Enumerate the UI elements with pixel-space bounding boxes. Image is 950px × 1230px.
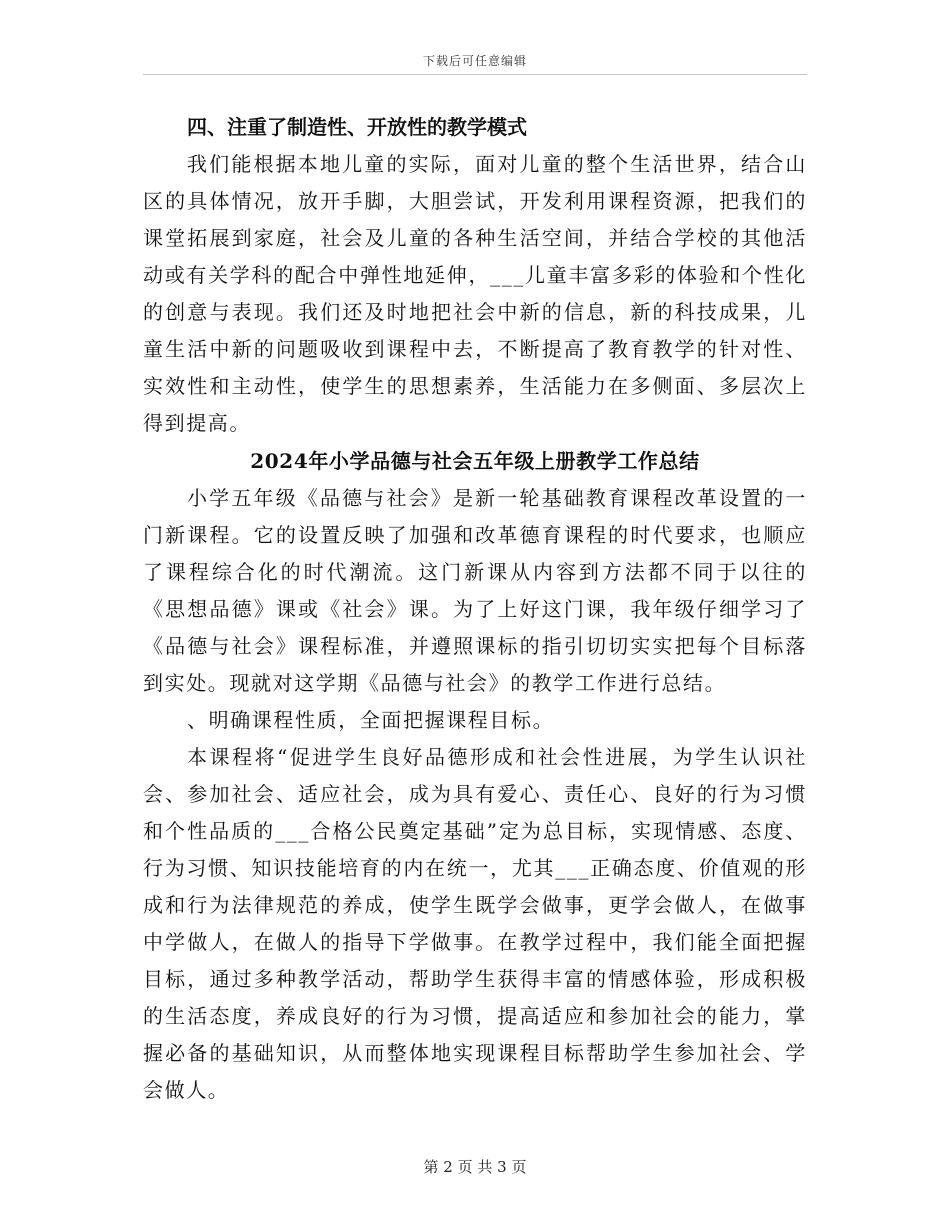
section-heading: 四、注重了制造性、开放性的教学模式 xyxy=(187,115,527,139)
page-header: 下载后可任意编辑 xyxy=(422,54,527,68)
point-heading: 、明确课程性质，全面把握课程目标。 xyxy=(187,708,555,732)
intro-paragraph: 小学五年级《品德与社会》是新一轮基础教育课程改革设置的一门新课程。它的设置反映了加强和改革德育课程的时代要求，也顺应了课程综合化的时代潮流。这门新课从内容到方法都不同于以往的《思想品德》课或《社会》课。为了上好这门课，我年级仔细学习了《品德与社会》课程标准，并遵照课标的指引切切实实把每个目标落到实处。现就对这学期《品德与社会》的教学工作进行总结。 xyxy=(143,486,807,695)
document-body xyxy=(143,108,807,1109)
header-divider xyxy=(143,74,807,75)
page-footer: 第 2 页 共 3 页 xyxy=(423,1158,527,1176)
body-paragraph: 本课程将“促进学生良好品德形成和社会性进展，为学生认识社会、参加社会、适应社会，成为具有爱心、责任心、良好的行为习惯和个性品质的___合格公民奠定基础”定为总目标，实现情感、态度、行为习惯、知识技能培育的内在统一，尤其___正确态度、价值观的形成和行为法律规范的养成，使学生既学会做事，更学会做人，在做事中学做人，在做人的指导下学做事。在教学过程中，我们能全面把握目标，通过多种教学活动，帮助学生获得丰富的情感体验，形成积极的生活态度，养成良好的行为习惯，提高适应和参加社会的能力，掌握必备的基础知识，从而整体地实现课程目标帮助学生参加社会、学会做人。 xyxy=(143,745,807,1102)
document-title: 2024年小学品德与社会五年级上册教学工作总结 xyxy=(250,449,700,473)
section-paragraph: 我们能根据本地儿童的实际，面对儿童的整个生活世界，结合山区的具体情况，放开手脚，大胆尝试，开发利用课程资源，把我们的课堂拓展到家庭，社会及儿童的各种生活空间，并结合学校的其他活动或有关学科的配合中弹性地延伸，___儿童丰富多彩的体验和个性化的创意与表现。我们还及时地把社会中新的信息，新的科技成果，儿童生活中新的问题吸收到课程中去，不断提高了教育教学的针对性、实效性和主动性，使学生的思想素养，生活能力在多侧面、多层次上得到提高。 xyxy=(143,152,807,435)
